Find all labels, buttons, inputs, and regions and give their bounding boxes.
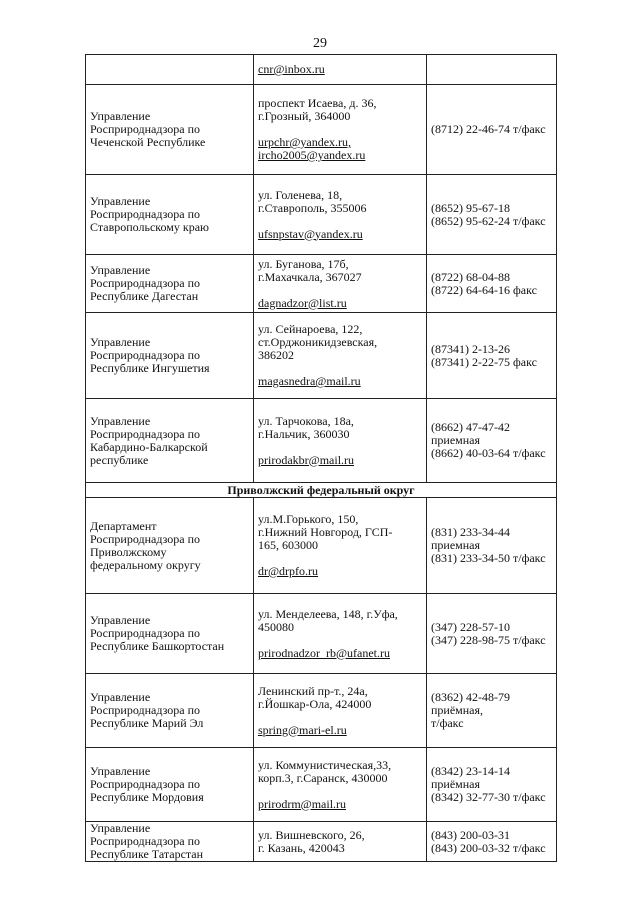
address-line: г.Грозный, 364000 (258, 109, 351, 123)
address-line: г.Махачкала, 367027 (258, 269, 362, 284)
address-cell (254, 313, 427, 399)
org-cell (86, 748, 254, 822)
phone-cell (427, 313, 557, 399)
address-line: корп.3, г.Саранск, 430000 (258, 770, 388, 785)
org-cell (86, 313, 254, 399)
phone-cell (427, 498, 557, 594)
org-name-line: Росприроднадзора по (90, 531, 201, 546)
org-name-line: Чеченской Республике (90, 135, 206, 149)
org-name-line: Росприроднадзора по (90, 207, 201, 221)
table-row (86, 498, 557, 594)
phone-line: (8662) 47-47-42 приемная (431, 420, 510, 447)
table-row (86, 255, 557, 313)
org-cell (86, 55, 254, 85)
phone-cell (427, 594, 557, 674)
address-cell (254, 255, 427, 313)
phone-cell (427, 674, 557, 748)
org-name-line: Управление (90, 413, 151, 428)
email-link[interactable]: ircho2005@yandex.ru (258, 148, 366, 162)
phone-line: (87341) 2-22-75 факс (431, 354, 537, 369)
org-name-line: Росприроднадзора по (90, 703, 201, 717)
address-line: 165, 603000 (258, 538, 318, 552)
page-number: 29 (313, 36, 327, 51)
email-link[interactable]: prirodakbr@mail.ru (258, 452, 355, 467)
table-row (86, 822, 557, 862)
phone-line: (831) 233-34-44 приемная (431, 525, 510, 552)
district-header-row (86, 483, 557, 498)
phone-line: (8342) 32-77-30 т/факс (431, 790, 546, 804)
table-row (86, 748, 557, 822)
email-link[interactable]: prirodnadzor_rb@ufanet.ru (258, 645, 390, 660)
org-name-line: Росприроднадзора по (90, 276, 201, 290)
org-name-line: Республике Дагестан (90, 289, 199, 303)
org-name-line: Росприроднадзора по (90, 834, 201, 848)
address-cell (254, 399, 427, 483)
org-cell (86, 822, 254, 862)
address-line: проспект Исаева, д. 36, (258, 96, 377, 110)
phone-line: (831) 233-34-50 т/факс (431, 551, 546, 565)
email-link[interactable]: urpchr@yandex.ru, (258, 135, 352, 149)
org-name-line: Управление (90, 764, 151, 778)
table-row (86, 85, 557, 175)
email-link[interactable]: dagnadzor@list.ru (258, 295, 347, 310)
address-line: г.Йошкар-Ола, 424000 (258, 696, 372, 711)
table-row (86, 399, 557, 483)
phone-line: т/факс (431, 716, 464, 730)
table-row-top (86, 55, 557, 85)
address-line: г. Казань, 420043 (258, 840, 345, 855)
phone-line: (8712) 22-46-74 т/факс (431, 122, 546, 136)
org-name-line: Росприроднадзора по (90, 348, 201, 362)
address-cell (254, 175, 427, 255)
org-name-line: Департамент (90, 518, 157, 533)
phone-line: (8342) 23-14-14 приёмная (431, 764, 510, 791)
phone-line: (843) 200-03-32 т/факс (431, 840, 546, 855)
phone-line: (8722) 64-64-16 факс (431, 282, 537, 297)
phone-line: (8652) 95-67-18 (431, 200, 510, 215)
address-line: ул. Коммунистическая,33, (258, 757, 392, 772)
org-name-line: республике (90, 452, 149, 467)
phone-line: (347) 228-98-75 т/факс (431, 632, 546, 647)
org-name-line: Управление (90, 263, 151, 277)
address-line: г.Ставрополь, 355006 (258, 200, 367, 215)
org-cell (86, 674, 254, 748)
phone-line: (8662) 40-03-64 т/факс (431, 446, 546, 460)
phone-cell (427, 85, 557, 175)
address-cell (254, 55, 427, 85)
table-row (86, 313, 557, 399)
org-name-line: Управление (90, 109, 151, 123)
address-line: 450080 (258, 619, 294, 634)
org-name-line: Республике Ингушетия (90, 361, 210, 375)
table-row (86, 175, 557, 255)
org-name-line: Росприроднадзора по (90, 122, 201, 136)
org-name-line: Управление (90, 821, 151, 835)
address-cell (254, 594, 427, 674)
address-line: ст.Орджоникидзевская, (258, 335, 378, 349)
org-name-line: Росприроднадзора по (90, 777, 201, 791)
org-name-line: Ставропольскому краю (90, 220, 209, 234)
phone-cell (427, 748, 557, 822)
phone-cell (427, 175, 557, 255)
phone-cell (427, 55, 557, 85)
org-cell (86, 255, 254, 313)
phone-line: (8652) 95-62-24 т/факс (431, 213, 546, 228)
org-name-line: Управление (90, 194, 151, 208)
email-link[interactable]: prirodrm@mail.ru (258, 796, 347, 811)
email-link[interactable]: magasnedra@mail.ru (258, 374, 361, 388)
phone-line: (843) 200-03-31 (431, 827, 510, 842)
org-name-line: Республике Марий Эл (90, 716, 204, 730)
phone-cell (427, 255, 557, 313)
address-line: Ленинский пр-т., 24а, (258, 683, 368, 698)
org-name-line: Приволжскому (90, 544, 167, 559)
address-line: г.Нижний Новгород, ГСП- (258, 525, 393, 539)
org-name-line: Республике Мордовия (90, 790, 204, 804)
org-name-line: Росприроднадзора по (90, 426, 201, 441)
address-line: ул. Сейнароева, 122, (258, 322, 363, 336)
address-line: 386202 (258, 348, 294, 362)
org-name-line: Управление (90, 690, 151, 704)
org-name-line: Республике Татарстан (90, 847, 204, 861)
table-body-part2 (86, 498, 557, 862)
table-body-part1 (86, 85, 557, 483)
contacts-table (85, 54, 557, 862)
address-line: ул.М.Горького, 150, (258, 512, 359, 526)
address-line: ул. Буганова, 17б, (258, 256, 349, 271)
address-cell (254, 674, 427, 748)
address-cell (254, 748, 427, 822)
phone-line: (8722) 68-04-88 (431, 269, 510, 284)
address-line: ул. Вишневского, 26, (258, 827, 365, 842)
org-name-line: Управление (90, 613, 151, 627)
email-link[interactable]: cnr@inbox.ru (258, 62, 325, 76)
address-line: ул. Менделеева, 148, г.Уфа, (258, 606, 398, 621)
phone-line: (8362) 42-48-79 приёмная, (431, 690, 510, 717)
table-row (86, 674, 557, 748)
email-link[interactable]: spring@mari-el.ru (258, 722, 347, 737)
address-line: ул. Голенева, 18, (258, 187, 343, 202)
phone-cell (427, 822, 557, 862)
phone-line: (347) 228-57-10 (431, 619, 510, 634)
district-header: Приволжский федеральный округ (86, 483, 557, 498)
org-name-line: Росприроднадзора по (90, 626, 201, 640)
email-link[interactable]: dr@drpfo.ru (258, 564, 319, 578)
org-name-line: Республике Башкортостан (90, 639, 225, 653)
org-cell (86, 399, 254, 483)
address-cell (254, 498, 427, 594)
phone-line: (87341) 2-13-26 (431, 341, 510, 356)
org-name-line: Кабардино-Балкарской (90, 439, 208, 454)
org-cell (86, 594, 254, 674)
phone-cell (427, 399, 557, 483)
address-line: г.Нальчик, 360030 (258, 426, 350, 441)
org-cell (86, 85, 254, 175)
org-cell (86, 175, 254, 255)
address-line: ул. Тарчокова, 18а, (258, 413, 354, 428)
address-cell (254, 822, 427, 862)
table-row (86, 594, 557, 674)
email-link[interactable]: ufsnpstav@yandex.ru (258, 226, 363, 241)
org-name-line: Управление (90, 335, 151, 349)
address-cell (254, 85, 427, 175)
org-cell (86, 498, 254, 594)
org-name-line: федеральному округу (90, 557, 201, 572)
